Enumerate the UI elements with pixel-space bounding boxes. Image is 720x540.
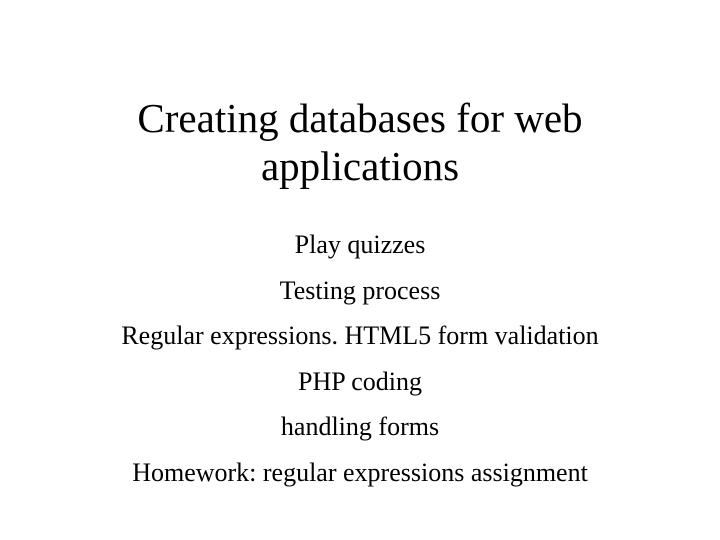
bullet-item-handling-forms: handling forms	[280, 412, 440, 442]
slide-title: Creating databases for web applications	[137, 95, 583, 189]
bullet-item-homework: Homework: regular expressions assignment	[132, 457, 588, 487]
bullet-item-php-coding: PHP coding	[298, 366, 422, 396]
bullet-item-play-quizzes: Play quizzes	[294, 230, 426, 259]
bullet-item-testing-process: Testing process	[279, 275, 441, 305]
slide-bullet-list	[20, 222, 700, 496]
bullet-item-regular-expressions: Regular expressions. HTML5 form validation	[121, 321, 599, 351]
